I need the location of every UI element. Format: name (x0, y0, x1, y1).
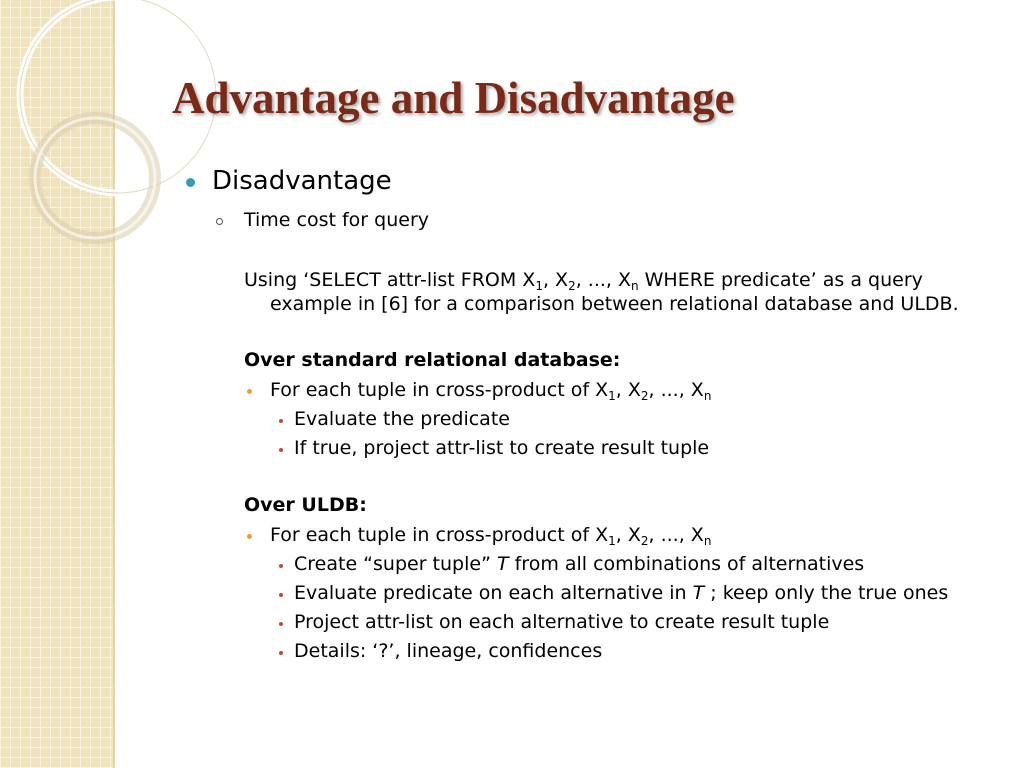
standard-subitem-bullet (279, 448, 283, 452)
decorative-circles (0, 0, 200, 300)
intro-sub-n: n (631, 279, 639, 293)
uldb-sub1-before: Create “super tuple” (294, 553, 497, 575)
standard-cross-product-item (270, 377, 711, 403)
standard-item-prefix: For each tuple in cross-product of X (270, 379, 609, 401)
intro-comma-dots-x: , ..., X (575, 269, 631, 291)
uldb-subitem-project: Project attr-list on each alternative to create result tuple (294, 611, 830, 633)
uldb-cross-product-item (270, 522, 711, 548)
intro-sub-1: 1 (535, 279, 543, 293)
uldb-sub-n: n (703, 534, 712, 548)
standard-item-bullet (247, 389, 252, 394)
uldb-heading: Over ULDB: (244, 494, 367, 516)
uldb-subitem-bullet (279, 651, 283, 655)
standard-comma-x2: , X (615, 379, 641, 401)
standard-comma-dots-x: , ..., X (648, 379, 704, 401)
uldb-subitem-super-tuple (294, 551, 864, 577)
standard-sub-n: n (703, 389, 712, 403)
intro-line1-rest: WHERE predicate’ as a query (638, 269, 923, 291)
uldb-item-prefix: For each tuple in cross-product of X (270, 524, 609, 546)
uldb-subitem-bullet (279, 564, 283, 568)
intro-paragraph (244, 268, 1004, 316)
uldb-sub1-after: from all combinations of alternatives (508, 553, 865, 575)
level2-bullet (216, 218, 223, 225)
standard-sub-1: 1 (608, 389, 616, 403)
uldb-sub1-italic: T (496, 553, 509, 575)
standard-subitem: Evaluate the predicate (294, 408, 510, 430)
level2-item: Time cost for query (244, 209, 430, 231)
standard-subitem-bullet (279, 419, 283, 423)
uldb-sub-1: 1 (608, 534, 616, 548)
intro-sub-2: 2 (568, 279, 576, 293)
standard-sub-2: 2 (640, 389, 649, 403)
uldb-sub2-after: ; keep only the true ones (704, 582, 949, 604)
standard-subitem: If true, project attr-list to create result tuple (294, 437, 710, 459)
uldb-subitem-bullet (279, 593, 283, 597)
uldb-sub2-before: Evaluate predicate on each alternative in (294, 582, 693, 604)
uldb-sub-2: 2 (640, 534, 649, 548)
slide-title: Advantage and Disadvantage (172, 73, 735, 123)
uldb-comma-x2: , X (615, 524, 641, 546)
intro-prefix: Using ‘SELECT attr-list FROM X (244, 269, 536, 291)
level1-bullet (186, 178, 195, 187)
level1-heading: Disadvantage (212, 166, 392, 196)
intro-comma-x2: , X (542, 269, 569, 291)
uldb-subitem-details: Details: ‘?’, lineage, confidences (294, 640, 603, 662)
uldb-comma-dots-x: , ..., X (648, 524, 704, 546)
uldb-sub2-italic: T (692, 582, 705, 604)
uldb-subitem-bullet (279, 622, 283, 626)
uldb-item-bullet (247, 534, 252, 539)
uldb-subitem-evaluate (294, 580, 948, 606)
intro-line2: example in [6] for a comparison between relational database and ULDB. (270, 293, 959, 315)
standard-heading: Over standard relational database: (244, 349, 621, 371)
